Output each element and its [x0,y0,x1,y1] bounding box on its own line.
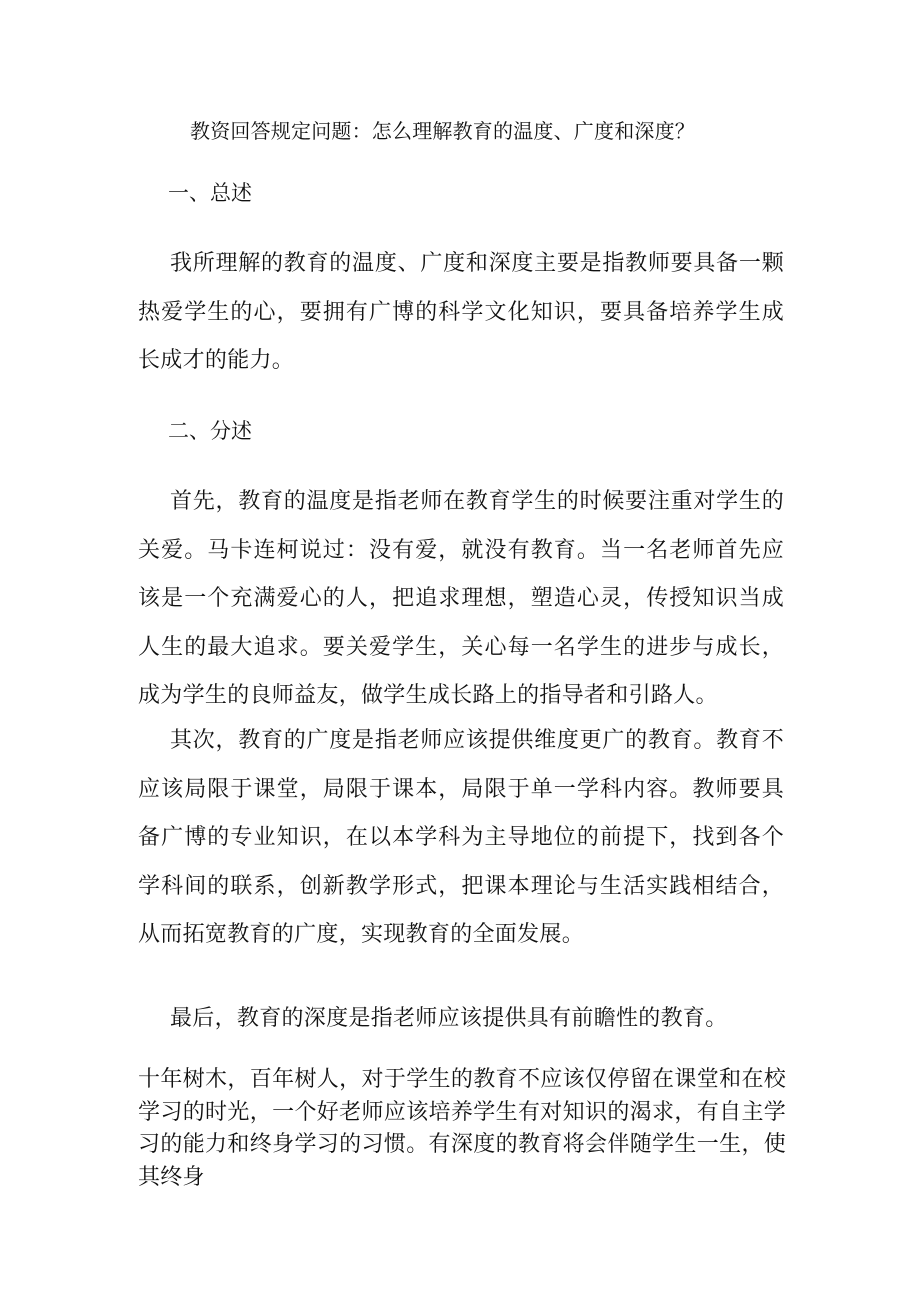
section-heading-overview: 一、总述 [168,181,252,205]
document-title: 教资回答规定问题：怎么理解教育的温度、广度和深度？ [190,119,695,143]
paragraph-depth-body: 十年树木，百年树人，对于学生的教育不应该仅停留在课堂和在校学习的时光，一个好老师应该培养学生有对知识的渴求，有自主学习的能力和终身学习的习惯。有深度的教育将会伴随学生一生，使其终身 [138,1067,786,1190]
overview-paragraph: 我所理解的教育的温度、广度和深度主要是指教师要具备一颗热爱学生的心，要拥有广博的科学文化知识，要具备培养学生成长成才的能力。 [138,251,784,373]
paragraph-breadth: 其次，教育的广度是指老师应该提供维度更广的教育。教育不应该局限于课堂，局限于课本，局限于单一学科内容。教师要具备广博的专业知识，在以本学科为主导地位的前提下，找到各个学科间的联系，创新教学形式，把课本理论与生活实践相结合，从而拓宽教育的广度，实现教育的全面发展。 [138,728,784,947]
paragraph-warmth: 首先，教育的温度是指老师在教育学生的时候要注重对学生的关爱。马卡连柯说过：没有爱，就没有教育。当一名老师首先应该是一个充满爱心的人，把追求理想，塑造心灵，传授知识当成人生的最大追求。要关爱学生，关心每一名学生的进步与成长，成为学生的良师益友，做学生成长路上的指导者和引路人。 [138,489,784,708]
paragraph-depth-intro: 最后，教育的深度是指老师应该提供具有前瞻性的教育。 [170,1006,728,1031]
section-heading-details: 二、分述 [168,419,252,443]
